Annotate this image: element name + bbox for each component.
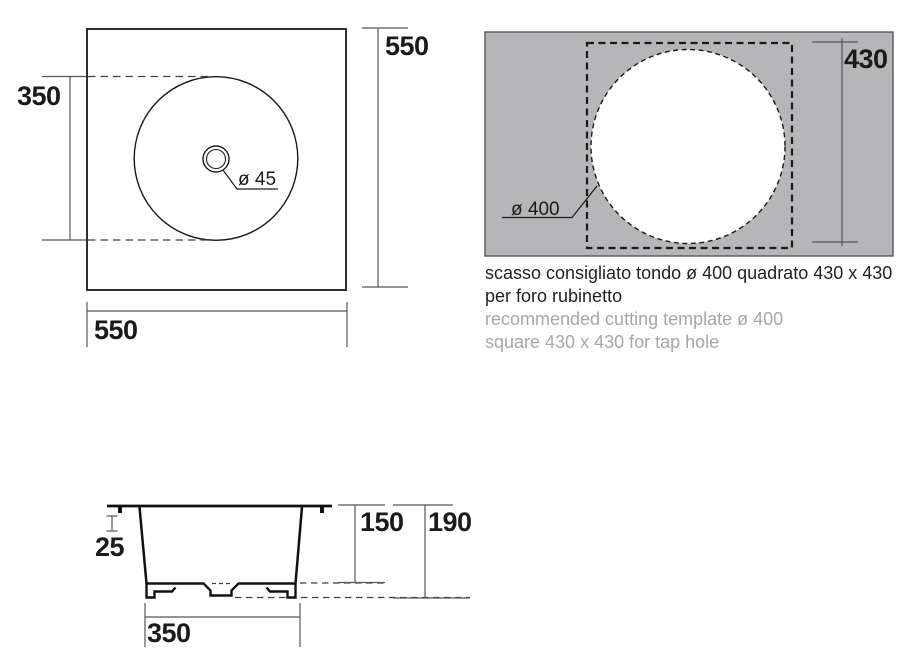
plan-basin-outline xyxy=(87,29,346,290)
caption-english-line-1: recommended cutting template ø 400 xyxy=(485,309,784,329)
template-square-dimension-label: 430 xyxy=(844,44,888,74)
section-overall-height-dimension-label: 190 xyxy=(428,507,472,537)
section-right-wall xyxy=(296,507,303,584)
caption-italian-line-1: scasso consigliato tondo ø 400 quadrato 430 x 430 xyxy=(485,263,893,283)
plan-width-dimension-label: 550 xyxy=(94,315,138,345)
cutout-caption-block xyxy=(485,262,892,354)
plan-height-dimension-label: 550 xyxy=(385,31,429,61)
caption-italian-line-2: per foro rubinetto xyxy=(485,286,623,306)
section-base-width-dimension-label: 350 xyxy=(147,618,191,648)
template-hole-diameter-label: ø 400 xyxy=(511,199,560,220)
plan-drain-diameter-label: ø 45 xyxy=(238,169,277,190)
section-inner-bottom xyxy=(147,584,296,596)
section-left-wall xyxy=(140,507,147,584)
section-right-foot xyxy=(267,584,296,598)
template-hole-circle xyxy=(591,50,785,244)
cutout-template-view xyxy=(485,32,893,256)
section-inner-depth-dimension-label: 150 xyxy=(360,507,404,537)
caption-english-line-2: square 430 x 430 for tap hole xyxy=(485,332,720,352)
plan-basin-span-dimension-label: 350 xyxy=(17,81,61,111)
section-dashed-lines xyxy=(212,583,470,598)
section-rim-dimension-label: 25 xyxy=(95,532,125,562)
plan-view xyxy=(87,29,346,290)
section-left-foot xyxy=(147,584,176,598)
